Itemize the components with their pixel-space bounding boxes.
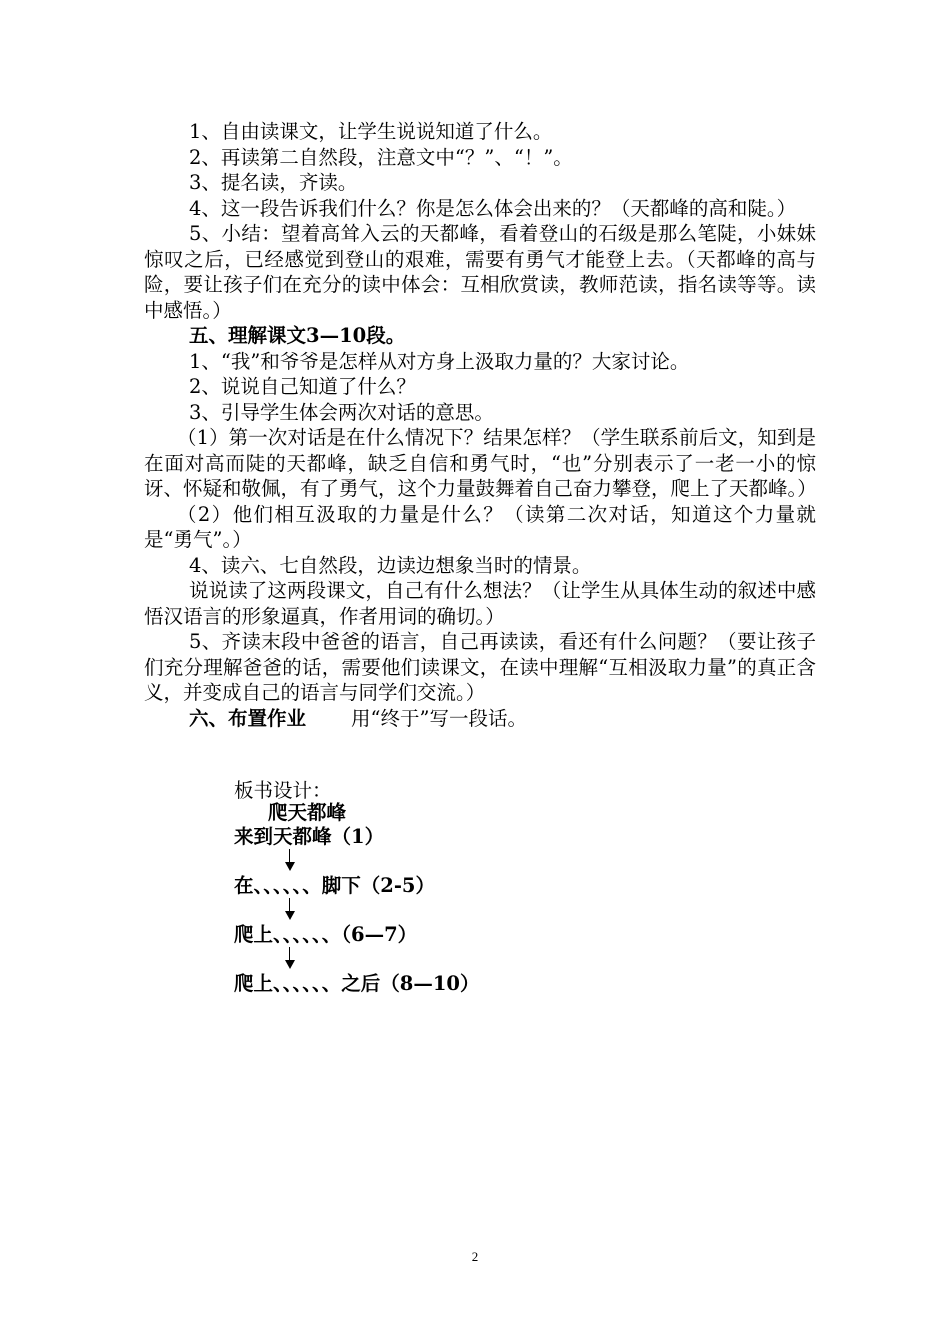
board-step-2: 在、、、、、、脚下（2-5）: [234, 874, 435, 897]
down-arrow-icon: [283, 947, 297, 969]
paragraph: 1、自由读课文，让学生说说知道了什么。: [189, 120, 553, 143]
paragraph: 3、引导学生体会两次对话的意思。: [189, 400, 494, 424]
section-heading: 五、理解课文3—10段。: [189, 324, 406, 347]
homework-task: 用“终于”写一段话。: [351, 706, 527, 730]
paragraph: （1）第一次对话是在什么情况下？结果怎样？（学生联系前后文，知到是在面对高而陡的天都峰，缺乏自信和勇气时，“也”分别表示了一老一小的惊讶、怀疑和敬佩，有了勇气，这个力量鼓舞着自己奋力攀登，爬上了天都峰。）: [144, 426, 817, 500]
board-title: 爬天都峰: [268, 801, 347, 824]
paragraph: 2、再读第二自然段，注意文中“？”、“！”。: [189, 145, 573, 169]
board-step-1: 来到天都峰（1）: [234, 825, 385, 848]
paragraph: 2、说说自己知道了什么？: [189, 375, 416, 398]
board-label: 板书设计：: [234, 779, 332, 802]
page-number: 2: [471, 1249, 479, 1264]
paragraph: 5、小结：望着高耸入云的天都峰，看着登山的石级是那么笔陡，小妹妹惊叹之后，已经感觉到登山的艰难，需要有勇气才能登上去。（天都峰的高与险，要让孩子们在充分的读中体会：互相欣赏读，教师范读，指名读等等。读中感悟。）: [144, 222, 816, 322]
paragraph: 5、齐读末段中爸爸的语言，自己再读读，看还有什么问题？（要让孩子们充分理解爸爸的话，需要他们读课文，在读中理解“互相汲取力量”的真正含义，并变成自己的语言与同学们交流。）: [144, 630, 816, 704]
paragraph: 4、读六、七自然段，边读边想象当时的情景。: [189, 553, 592, 577]
board-step-3: 爬上、、、、、、（6—7）: [234, 923, 418, 946]
paragraph: 3、提名读，齐读。: [189, 171, 358, 194]
paragraph-list: [144, 119, 816, 706]
paragraph: （2）他们相互汲取的力量是什么？（读第二次对话，知道这个力量就是“勇气”。）: [144, 502, 816, 551]
paragraph: 说说读了这两段课文，自己有什么想法？（让学生从具体生动的叙述中感悟汉语言的形象逼真，作者用词的确切。）: [144, 579, 816, 628]
down-arrow-icon: [283, 849, 297, 871]
down-arrow-icon: [283, 898, 297, 920]
paragraph: 4、这一段告诉我们什么？你是怎么体会出来的？（天都峰的高和陡。）: [189, 196, 797, 220]
homework-heading: 六、布置作业: [189, 706, 307, 730]
board-step-4: 爬上、、、、、、之后（8—10）: [234, 972, 480, 995]
homework-line: [144, 706, 816, 732]
paragraph: 1、“我”和爷爷是怎样从对方身上汲取力量的？大家讨论。: [189, 349, 690, 373]
document-body: [144, 119, 816, 731]
